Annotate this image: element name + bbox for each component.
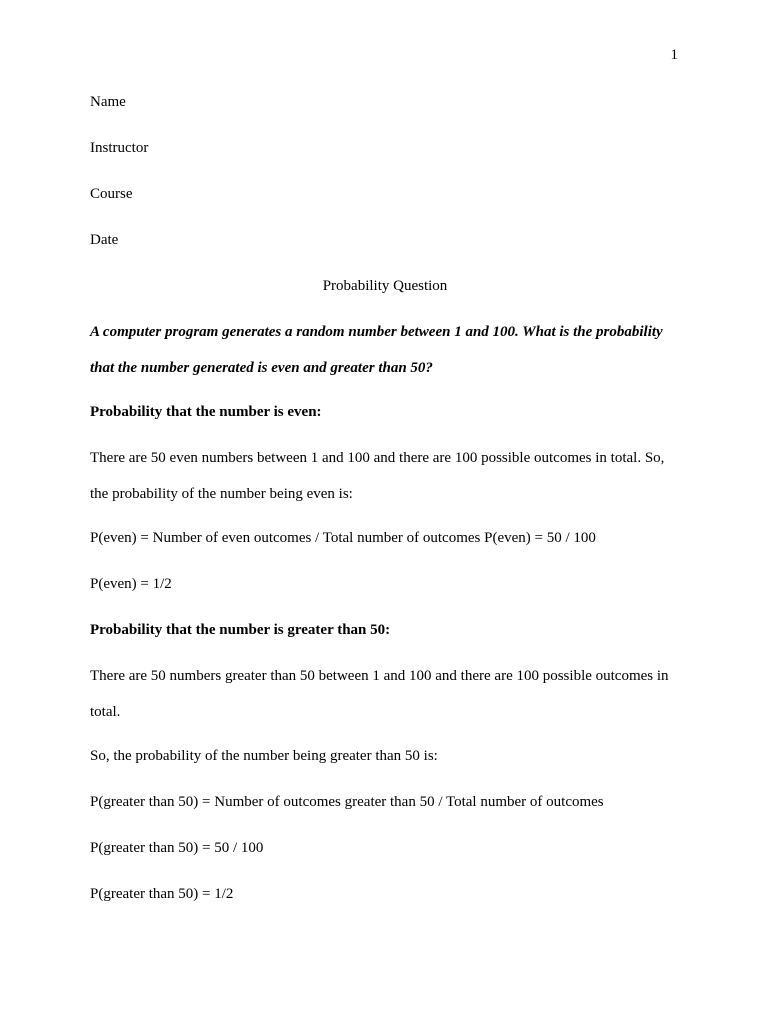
section-greater-formula-2: P(greater than 50) = 50 / 100 [90,840,264,856]
section-greater-paragraph: There are 50 numbers greater than 50 between 1 and 100 and there are 100 possible outcomes in total. [90,668,669,720]
document-title: Probability Question [322,278,448,294]
section-even-formula-1: P(even) = Number of even outcomes / Total number of outcomes P(even) = 50 / 100 [90,530,596,546]
page-number: 1 [670,47,678,63]
section-even-paragraph: There are 50 even numbers between 1 and 100 and there are 100 possible outcomes in total. So, the probability of the number being even is: [90,450,665,502]
section-greater-formula-1: P(greater than 50) = Number of outcomes greater than 50 / Total number of outcomes [90,794,604,810]
header-name: Name [90,94,126,110]
header-date: Date [90,232,119,248]
document-body [90,92,680,930]
section-greater-paragraph-2: So, the probability of the number being greater than 50 is: [90,748,438,764]
section-greater-heading: Probability that the number is greater than 50: [90,622,391,638]
section-even-heading: Probability that the number is even: [90,404,322,420]
header-course: Course [90,186,133,202]
question-text: A computer program generates a random number between 1 and 100. What is the probability that the number generated is even and greater than 50? [90,324,663,376]
student-header [90,92,680,250]
header-instructor: Instructor [90,140,149,156]
section-greater-formula-3: P(greater than 50) = 1/2 [90,886,234,902]
section-even-formula-2: P(even) = 1/2 [90,576,172,592]
